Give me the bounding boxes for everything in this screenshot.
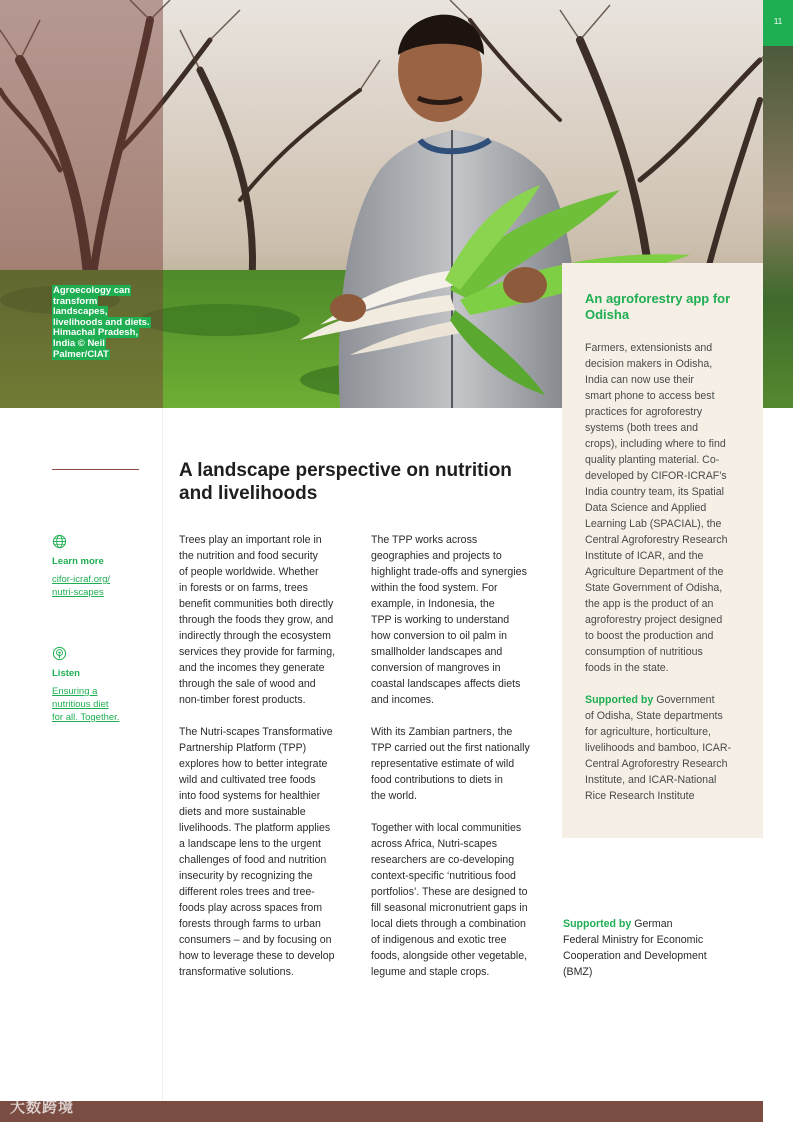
paragraph: Together with local communities across Africa, Nutri-scapes researchers are co-developing context-specific ‘nutritious food portfolios’. These are designed to fill seasonal micronutrient gaps in local diets through a combination of indigenous and exotic tree foods, alongside other vegetable, legume and staple crops. [371,822,528,978]
paragraph: The Nutri-scapes Transformative Partnership Platform (TPP) explores how to better integrate wild and cultivated tree foods into food systems for healthier diets and more sustainable livelihoods. The platform applies a landscape lens to the urgent challenges of food and nutrition insecurity by recognizing the different roles trees and tree- foods play across spaces from forests through farms to urban consumers – and by focusing on how to leverage these to develop transformative solutions. [179,726,335,978]
page-number: 11 [763,0,793,46]
article-headline: A landscape perspective on nutrition and livelihoods [179,460,512,504]
agroforestry-app-box [562,263,763,838]
listen-title: Listen [52,668,80,679]
support-note-label: Supported by [563,918,632,930]
supported-by-text: Government of Odisha, State departments for agriculture, horticulture, livelihoods and bamboo, ICAR- Central Agroforestry Research Institute, and ICAR-National Rice Research Institute [585,694,732,802]
box-supported-by [585,692,753,804]
paragraph: Trees play an important role in the nutrition and food security of people worldwide. Whether in forests or on farms, trees benefit communities both directly through the foods they grow, and indirectly through the ecosystem services they provide for farming, and the incomes they generate through the sale of wood and non-timber forest products. [179,534,336,706]
learn-more-title: Learn more [52,556,104,567]
box-body [585,340,753,820]
listen-link[interactable]: Ensuring a nutritious diet for all. Together. [52,686,120,723]
support-note-text: German Federal Ministry for Economic Cooperation and Development (BMZ) [563,918,707,978]
photo-caption: Agroecology can transform landscapes, livelihoods and diets. Himachal Pradesh, India © Neil Palmer/CIAT [53,285,150,360]
footer-bar [0,1101,763,1122]
article-column-1 [179,532,359,996]
margin-rule [52,469,139,470]
box-title: An agroforestry app for Odisha [585,291,731,322]
podcast-icon [52,646,67,661]
paragraph: The TPP works across geographies and projects to highlight trade-offs and synergies within the food system. For example, in Indonesia, the TPP is working to understand how conversion to oil palm in smallholder landscapes and conversion of mangroves in coastal landscapes affects diets and incomes. [371,534,527,706]
support-note [563,916,753,980]
supported-by-label: Supported by [585,694,654,706]
learn-more-block [52,534,152,599]
learn-more-link[interactable]: cifor-icraf.org/ nutri-scapes [52,574,111,598]
listen-block [52,646,152,724]
watermark-logo: 大数跨境 [10,1099,75,1116]
article-column-2 [371,532,551,996]
globe-icon [52,534,67,549]
box-paragraph: Farmers, extensionists and decision makers in Odisha, India can now use their smart phone to access best practices for agroforestry systems (both trees and crops), including where to find quality planting material. Co- developed by CIFOR-ICRAF’s India country team, its Spatial Data Science and Applied Learning Lab (SPACIAL), the Central Agroforestry Research Institute of ICAR, and the Agriculture Department of the State Government of Odisha, the app is the product of an agroforestry project designed to boost the production and consumption of nutritious foods in the state. [585,342,728,674]
column-divider [162,408,163,1101]
paragraph: With its Zambian partners, the TPP carried out the first nationally representative estimate of wild food contributions to diets in the world. [371,726,530,802]
photo-edge-strip [763,46,793,408]
